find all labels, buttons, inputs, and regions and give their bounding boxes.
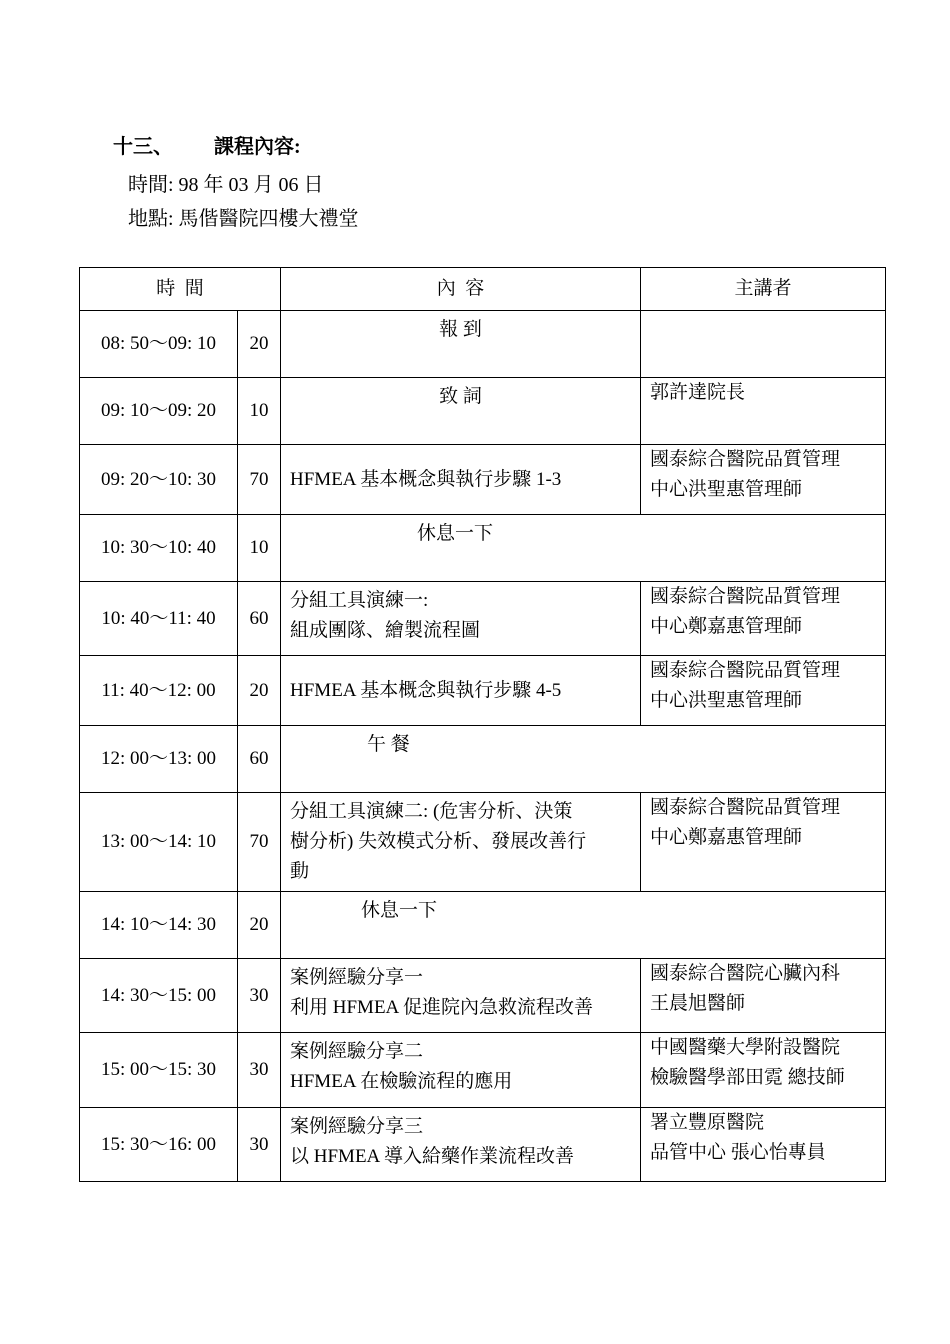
content-line: 案例經驗分享三	[290, 1116, 424, 1137]
speaker-line: 國泰綜合醫院品質管理	[650, 586, 841, 607]
time-slot: 11: 40～12: 00	[80, 656, 238, 726]
speaker	[641, 1108, 886, 1182]
content-line: 休息一下	[417, 523, 494, 544]
session-content	[281, 1108, 641, 1182]
content-line: 分組工具演練一:	[290, 590, 429, 611]
table-row	[80, 959, 886, 1033]
table-row	[80, 1108, 886, 1182]
course-date: 時間: 98 年 03 月 06 日	[128, 174, 324, 196]
session-content	[281, 1033, 641, 1108]
header-content: 內 容	[281, 268, 641, 311]
content-line: 致 詞	[439, 386, 482, 407]
time-slot: 14: 10～14: 30	[80, 892, 238, 959]
time-slot: 15: 30～16: 00	[80, 1108, 238, 1182]
duration-minutes: 10	[238, 378, 281, 445]
duration-minutes: 30	[238, 1033, 281, 1108]
speaker-line: 中心洪聖惠管理師	[650, 690, 803, 711]
content-line: 案例經驗分享一	[290, 967, 424, 988]
table-row	[80, 656, 886, 726]
time-slot: 09: 10～09: 20	[80, 378, 238, 445]
content-line: 組成團隊、繪製流程圖	[290, 620, 481, 641]
table-row	[80, 311, 886, 378]
speaker	[641, 378, 886, 445]
time-slot: 10: 40～11: 40	[80, 582, 238, 656]
duration-minutes: 70	[238, 793, 281, 892]
time-slot: 09: 20～10: 30	[80, 445, 238, 515]
speaker-line: 國泰綜合醫院品質管理	[650, 797, 841, 818]
content-line: HFMEA 基本概念與執行步驟 4-5	[290, 679, 562, 701]
session-content	[281, 793, 641, 892]
speaker-line: 中心洪聖惠管理師	[650, 479, 803, 500]
time-slot: 15: 00～15: 30	[80, 1033, 238, 1108]
time-slot: 14: 30～15: 00	[80, 959, 238, 1033]
session-content	[281, 515, 886, 582]
speaker-line: 國泰綜合醫院品質管理	[650, 660, 841, 681]
duration-minutes: 20	[238, 311, 281, 378]
time-slot: 08: 50～09: 10	[80, 311, 238, 378]
content-line: HFMEA 在檢驗流程的應用	[290, 1071, 513, 1092]
speaker	[641, 1033, 886, 1108]
content-line: 午 餐	[367, 734, 410, 755]
session-content	[281, 311, 641, 378]
content-line: 案例經驗分享二	[290, 1041, 424, 1062]
speaker-line: 檢驗醫學部田霓 總技師	[650, 1067, 845, 1088]
header-speaker: 主講者	[641, 268, 886, 311]
session-content	[281, 582, 641, 656]
header-time: 時 間	[80, 268, 281, 311]
speaker-line: 品管中心 張心怡專員	[650, 1142, 826, 1163]
content-line: 報 到	[439, 319, 482, 340]
session-content	[281, 892, 886, 959]
duration-minutes: 60	[238, 582, 281, 656]
speaker	[641, 959, 886, 1033]
speaker-line: 國泰綜合醫院心臟內科	[650, 963, 841, 984]
content-line: 利用 HFMEA 促進院內急救流程改善	[290, 997, 593, 1018]
section-number: 十三、	[113, 136, 173, 158]
speaker-line: 王晨旭醫師	[650, 993, 746, 1014]
table-row	[80, 892, 886, 959]
content-line: 休息一下	[361, 900, 438, 921]
speaker-line: 中心鄭嘉惠管理師	[650, 616, 803, 637]
table-row	[80, 1033, 886, 1108]
speaker	[641, 311, 886, 378]
session-content	[281, 726, 886, 793]
speaker	[641, 582, 886, 656]
table-row	[80, 378, 886, 445]
content-line: 動	[290, 861, 310, 882]
duration-minutes: 20	[238, 892, 281, 959]
table-row	[80, 793, 886, 892]
speaker-line: 中心鄭嘉惠管理師	[650, 827, 803, 848]
content-line: HFMEA 基本概念與執行步驟 1-3	[290, 468, 562, 490]
section-heading	[113, 130, 301, 159]
speaker-line: 國泰綜合醫院品質管理	[650, 449, 841, 470]
table-row	[80, 582, 886, 656]
duration-minutes: 60	[238, 726, 281, 793]
session-content	[281, 378, 641, 445]
section-title: 課程內容:	[214, 136, 301, 158]
speaker	[641, 793, 886, 892]
table-row	[80, 726, 886, 793]
course-location: 地點: 馬偕醫院四樓大禮堂	[128, 208, 359, 230]
duration-minutes: 30	[238, 959, 281, 1033]
table-row	[80, 445, 886, 515]
time-slot: 12: 00～13: 00	[80, 726, 238, 793]
duration-minutes: 20	[238, 656, 281, 726]
schedule-table	[79, 267, 886, 1182]
duration-minutes: 30	[238, 1108, 281, 1182]
time-slot: 10: 30～10: 40	[80, 515, 238, 582]
speaker-line: 中國醫藥大學附設醫院	[650, 1037, 841, 1058]
session-content	[281, 959, 641, 1033]
content-line: 以 HFMEA 導入給藥作業流程改善	[290, 1146, 574, 1167]
content-line: 樹分析) 失效模式分析、發展改善行	[290, 831, 587, 852]
session-content	[281, 445, 641, 515]
duration-minutes: 70	[238, 445, 281, 515]
table-row	[80, 515, 886, 582]
time-slot: 13: 00～14: 10	[80, 793, 238, 892]
table-header-row	[80, 268, 886, 311]
speaker	[641, 445, 886, 515]
speaker	[641, 656, 886, 726]
content-line: 分組工具演練二: (危害分析、決策	[290, 801, 573, 822]
speaker-line: 郭許達院長	[650, 382, 746, 403]
speaker-line: 署立豐原醫院	[650, 1112, 765, 1133]
duration-minutes: 10	[238, 515, 281, 582]
session-content	[281, 656, 641, 726]
